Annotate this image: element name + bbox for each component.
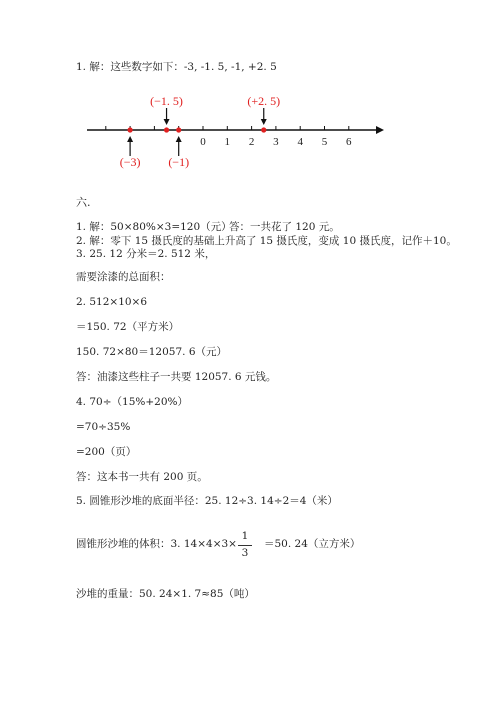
q3-line-6: 答：油漆这些柱子一共要 12057. 6 元钱。: [76, 371, 277, 383]
arrow-head-icon: [261, 119, 267, 125]
q1-answer: 1. 解：50×80%×3=120（元）: [76, 221, 232, 233]
point-marker: [128, 127, 133, 132]
q3-line-3: 2. 512×10×6: [76, 296, 148, 308]
fraction-denominator: 3: [241, 547, 249, 559]
tick-label: 0: [200, 136, 206, 148]
axis-arrow-icon: [376, 126, 384, 134]
q5-volume-result: ＝50. 24（立方米）: [264, 538, 361, 550]
line-1: 1. 解：这些数字如下：-3, -1. 5, -1, +2. 5: [76, 61, 277, 73]
tick-label: 2: [248, 136, 255, 148]
tick-label: 4: [297, 136, 303, 148]
point-label: (+2. 5): [247, 94, 281, 108]
tick-label: 1: [224, 136, 231, 148]
q1-reply: 答：一共花了 120 元。: [229, 221, 340, 233]
q3-line-5: 150. 72×80＝12057. 6（元）: [76, 346, 227, 358]
tick-label: 5: [321, 136, 328, 148]
section-heading: 六.: [76, 196, 91, 209]
point-label: (−1. 5): [150, 94, 183, 108]
q4-line-4: 答：这本书一共有 200 页。: [76, 471, 208, 483]
point-label: (−3): [119, 155, 141, 169]
arrow-head-icon: [127, 136, 133, 142]
q5-line-1: 5. 圆锥形沙堆的底面半径：25. 12÷3. 14÷2＝4（米）: [76, 495, 338, 507]
tick-label: 3: [273, 136, 279, 148]
q5-volume: 圆锥形沙堆的体积：3. 14×4×3×: [76, 538, 237, 550]
point-marker: [261, 127, 266, 132]
q3-line-2: 需要涂漆的总面积：: [76, 271, 171, 283]
fraction-numerator: 1: [241, 530, 249, 542]
point-marker: [164, 127, 169, 132]
q4-line-1: 4. 70÷（15%+20%）: [76, 396, 188, 408]
q4-line-3: =200（页）: [76, 446, 137, 458]
q4-line-2: =70÷35%: [76, 421, 131, 433]
q3-line-1: 3. 25. 12 分米＝2. 512 米，: [76, 248, 216, 260]
arrow-head-icon: [176, 136, 182, 142]
arrow-head-icon: [164, 119, 170, 125]
q3-line-4: ＝150. 72（平方米）: [76, 321, 180, 333]
tick-label: 6: [346, 136, 352, 148]
fraction-bar: [238, 545, 252, 546]
point-marker: [176, 127, 181, 132]
q2-answer: 2. 解：零下 15 摄氏度的基础上升高了 15 摄氏度，变成 10 摄氏度，记作＋10。: [76, 235, 457, 247]
q5-weight: 沙堆的重量：50. 24×1. 7≈85（吨）: [76, 588, 255, 600]
point-label: (−1): [168, 155, 190, 169]
